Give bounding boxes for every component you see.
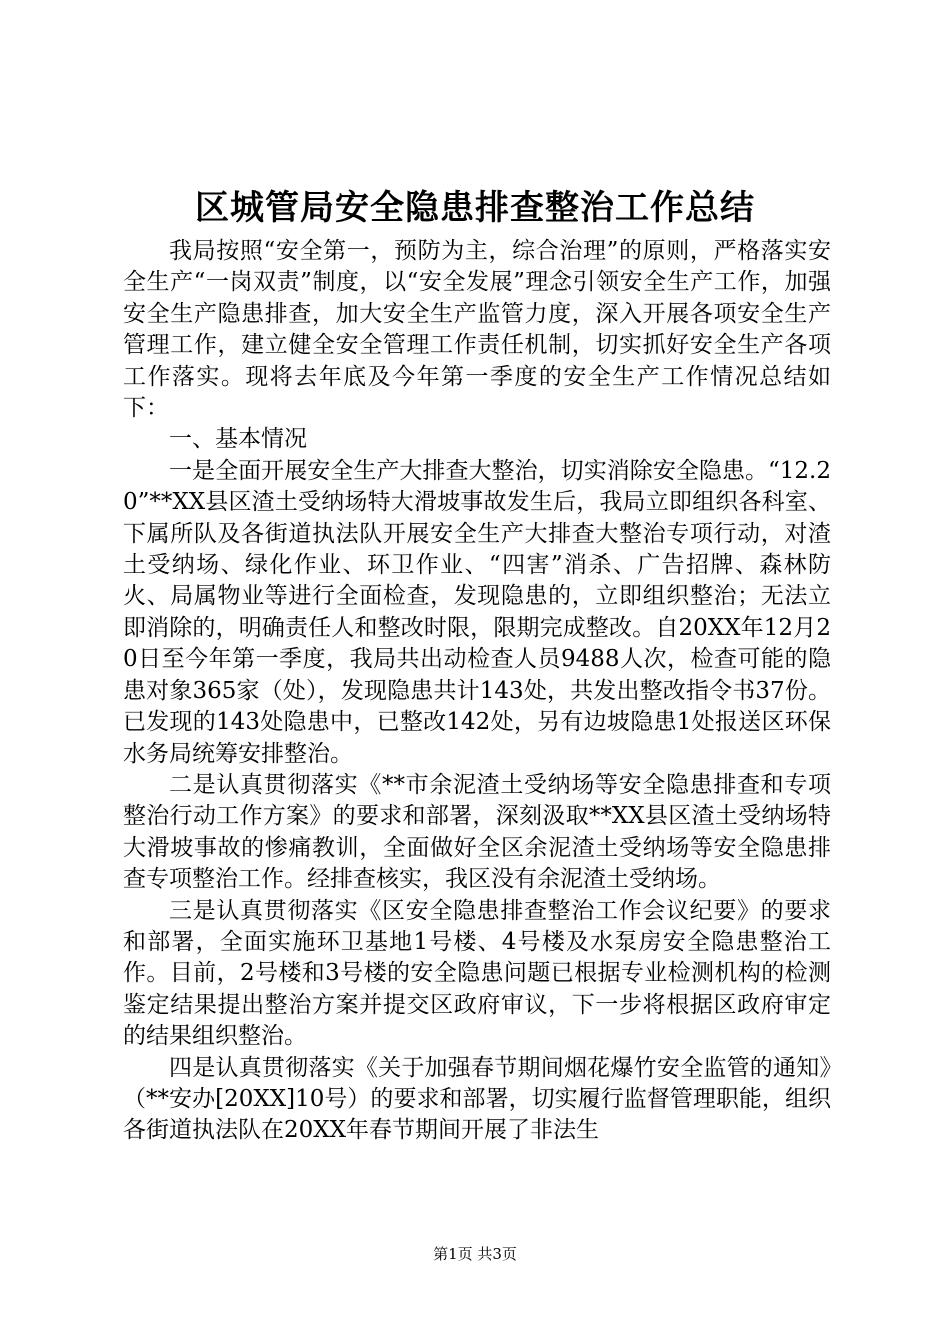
paragraph-item-1: 一是全面开展安全生产大排查大整治，切实消除安全隐患。“12.20”**XX县区渣土受纳场特大滑坡事故发生后，我局立即组织各科室、下属所队及各街道执法队开展安全生产大排查大整治专项行动，对渣土受纳场、绿化作业、环卫作业、“四害”消杀、广告招牌、森林防火、局属物业等进行全面检查，发现隐患的，立即组织整治；无法立即消除的，明确责任人和整改时限，限期完成整改。自20XX年12月20日至今年第一季度，我局共出动检查人员9488人次，检查可能的隐患对象365家（处），发现隐患共计143处，共发出整改指令书37份。已发现的143处隐患中，已整改142处，另有边坡隐患1处报送区环保水务局统筹安排整治。	[123, 457, 831, 767]
paragraph-item-2: 二是认真贯彻落实《**市余泥渣土受纳场等安全隐患排查和专项整治行动工作方案》的要求和部署，深刻汲取**XX县区渣土受纳场特大滑坡事故的惨痛教训，全面做好全区余泥渣土受纳场等安全隐患排查专项整治工作。经排查核实，我区没有余泥渣土受纳场。	[123, 771, 831, 893]
paragraph-item-4: 四是认真贯彻落实《关于加强春节期间烟花爆竹安全监管的通知》（**安办[20XX]10号）的要求和部署，切实履行监督管理职能，组织各街道执法队在20XX年春节期间开展了非法生	[123, 1054, 831, 1144]
document-title: 区城管局安全隐患排查整治工作总结	[195, 188, 755, 228]
intro-paragraph: 我局按照“安全第一，预防为主，综合治理”的原则，严格落实安全生产“一岗双责”制度，以“安全发展”理念引领安全生产工作，加强安全生产隐患排查，加大安全生产监管力度，深入开展各项安全生产管理工作，建立健全安全管理工作责任机制，切实抓好安全生产各项工作落实。现将去年底及今年第一季度的安全生产工作情况总结如下：	[123, 238, 831, 422]
document-body	[123, 236, 831, 1147]
paragraph-item-3: 三是认真贯彻落实《区安全隐患排查整治工作会议纪要》的要求和部署，全面实施环卫基地1号楼、4号楼及水泵房安全隐患整治工作。目前，2号楼和3号楼的安全隐患问题已根据专业检测机构的检测鉴定结果提出整治方案并提交区政府审议，下一步将根据区政府审定的结果组织整治。	[123, 897, 831, 1050]
page-number-footer: 第1页 共3页	[433, 1245, 517, 1263]
section-heading: 一、基本情况	[169, 426, 307, 453]
